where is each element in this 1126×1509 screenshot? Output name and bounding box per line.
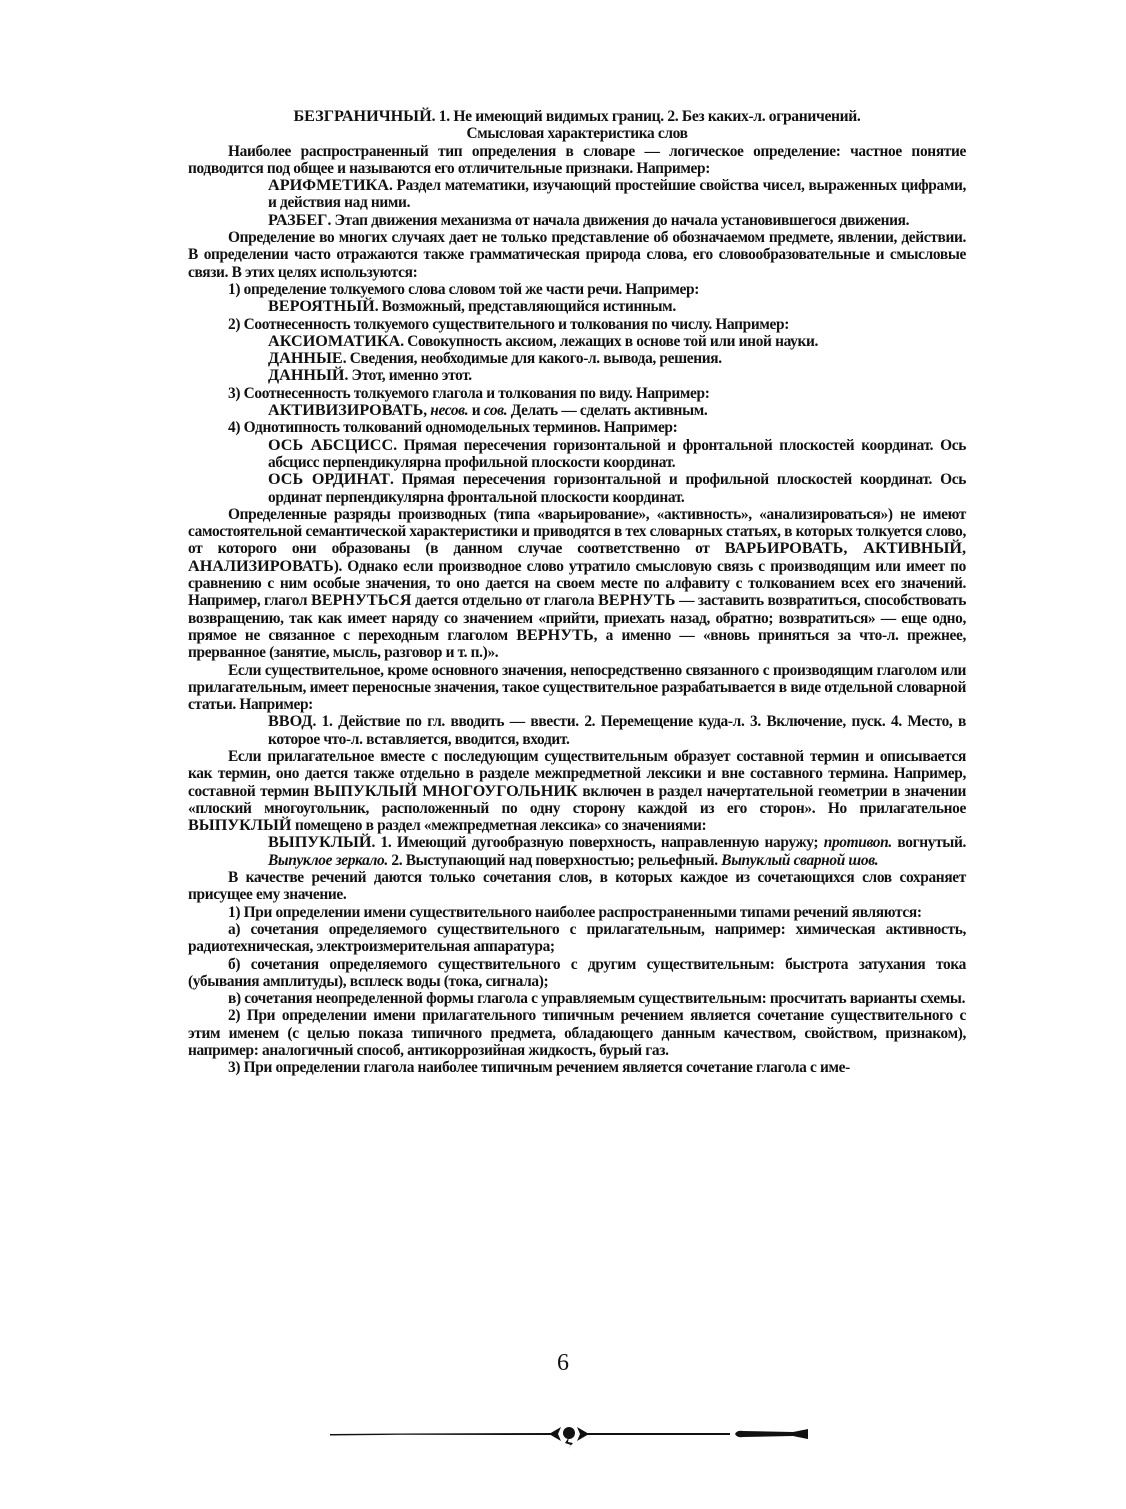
dictionary-entry (188, 177, 966, 212)
page-number: 6 (557, 1350, 569, 1376)
dictionary-entry-bezgranichnyi (188, 108, 966, 125)
usage-example: Выпуклый сварной шов. (721, 851, 879, 869)
text: 2. Выступающий над поверхностью; рельефный. (387, 851, 722, 869)
headword: АРИФМЕТИКА (268, 176, 389, 195)
dictionary-entry (188, 212, 966, 229)
headword: ОСЬ ОРДИНАТ (268, 470, 390, 489)
headword-reference: ВЫПУКЛЫЙ (188, 816, 292, 835)
text: дается отдельно от глагола (411, 592, 598, 610)
headword: АКСИОМАТИКА (268, 331, 401, 350)
text: и (468, 402, 484, 420)
text: . 1. Имеющий дугообразную поверхность, направленную наружу; (371, 834, 824, 852)
headword: ОСЬ АБСЦИСС (268, 435, 394, 454)
definition: . Совокупность аксиом, лежащих в основе той или иной науки. (400, 332, 819, 350)
grammar-label: противоп. (823, 834, 892, 852)
rule-right-line (583, 1433, 730, 1435)
dictionary-entry (188, 367, 966, 384)
headword-reference: ВАРЬИРОВАТЬ, АКТИВНЫЙ, АНАЛИЗИРОВАТЬ (188, 539, 967, 575)
text: Определенные разряды производных (типа «варьирование», «активность», «анализироваться») не имеют самостоятельной семантической характеристики и приводятся в тех словарных статьях, в которых толкуется слово, от которого они образованы (в данном случае соответственно от (188, 505, 966, 558)
text: . 2. Перемещение куда-л. 3. Включение, пуск. 4. Место, в которое что-л. вставляется, вводится, входит. (268, 713, 966, 748)
definition: Делать — сделать активным. (507, 402, 708, 420)
antonym: вогнутый (891, 834, 963, 852)
text: . (962, 834, 966, 852)
definition: . Сведения, необходимые для какого-л. вывода, решения. (342, 350, 722, 368)
headword: ВЕРОЯТНЫЙ (268, 297, 375, 316)
paragraph: в) сочетания неопределенной формы глагола с управляемым существительным: просчитать варианты схемы. (228, 990, 966, 1008)
dictionary-entry (188, 437, 966, 472)
definition: . Возможный, представляющийся истинным. (374, 298, 676, 316)
paragraph: а) сочетания определяемого существительного с прилагательным, например: химическая активность, радиотехническая, электроизмерительная аппаратура; (188, 920, 966, 956)
definition: . Прямая пересечения горизонтальной и профильной плоскостей координат. Ось ординат перпендикулярна фронтальной плоскости координат. (268, 471, 966, 506)
decorative-rule-icon (325, 1405, 815, 1455)
dictionary-entry (188, 402, 966, 419)
definition: . 1. Не имеющий видимых границ. 2. Без каких-л. ограничений. (431, 108, 861, 125)
headword: ДАННЫЕ (268, 349, 343, 368)
page-body (188, 108, 966, 1077)
dictionary-entry (188, 350, 966, 367)
grammar-label: сов. (483, 402, 508, 420)
paragraph: 2) При определении имени прилагательного типичным речением является сочетание существительного с этим именем (с целью показа типичного предмета, обладающего данным качеством, свойством, признаком), например: аналогичный способ, антикоррозийная жидкость, бурый газ. (188, 1007, 966, 1060)
fleuron-icon (563, 1427, 575, 1439)
list-item-label: 2) Соотнесенность толкуемого существительного и толкования по числу. Например: (228, 315, 789, 333)
list-item-label: 4) Однотипность толкований одномодельных терминов. Например: (228, 419, 678, 437)
section-heading: Смысловая характеристика слов (466, 125, 688, 143)
definition: . Прямая пересечения горизонтальной и фронтальной плоскостей координат. Ось абсцисс перпендикулярна профильной плоскости координат. (268, 436, 966, 471)
paragraph (188, 748, 966, 834)
text: Если прилагательное вместе с последующим существительным образует составной термин и описывается как термин, оно дается также отдельно в разделе межпредметной лексики и вне составного термина. Например, составной термин (188, 747, 966, 800)
dictionary-entry (188, 298, 966, 315)
dictionary-entry (188, 471, 966, 506)
headword: ВВОД (268, 712, 313, 731)
headword-reference: ВЕРНУТЬСЯ (310, 591, 412, 610)
paragraph: 3) При определении глагола наиболее типичным речением является сочетание глагола с име- (228, 1059, 850, 1077)
definition: . Этап движения механизма от начала движения до начала установившегося движения. (327, 211, 910, 229)
paragraph: Определение во многих случаях дает не только представление об обозначаемом предмете, явлении, действии. В определении часто отражаются также грамматическая природа слова, его словообразовательные и смысловые связи. В этих целях используются: (188, 229, 966, 281)
dictionary-entry (188, 834, 966, 869)
verb-forms: вводить — ввести (450, 713, 576, 731)
text: — заставить возвратиться, способствовать возвращению, так как имеет наряду со значением «прийти, приехать назад, обратно; возвратиться» — еще одно, прямое не связанное с переходным глаголом (188, 592, 967, 644)
rule-left-line (330, 1433, 555, 1436)
text: помещено в раздел «межпредметная лексика» со значениями: (291, 817, 707, 835)
text: ). Однако если производное слово утратило смысловую связь с производящим или имеет по сравнению с ним особые значения, то оно дается на своем месте по алфавиту с толкованием всех его значений. Например, глагол (188, 557, 966, 610)
definition: . Этот, именно этот. (344, 367, 472, 385)
headword: РАЗБЕГ (268, 210, 328, 229)
paragraph (188, 506, 966, 662)
headword-reference: ВЫПУКЛЫЙ МНОГОУГОЛЬНИК (313, 781, 578, 800)
paragraph: Если существительное, кроме основного значения, непосредственно связанного с производящим глаголом или прилагательным, имеет переносные значения, такое существительное разрабатывается в виде отдельной словарной статьи. Например: (188, 661, 966, 714)
headword: ДАННЫЙ (268, 366, 345, 385)
rule-left-spur (549, 1427, 561, 1441)
list-item-label: 3) Соотнесенность толкуемого глагола и толкования по виду. Например: (228, 384, 710, 402)
paragraph: б) сочетания определяемого существительного с другим существительным: быстрота затухания тока (убывания амплитуды), всплеск воды (тока, сигнала); (188, 955, 966, 990)
dictionary-entry (188, 713, 966, 748)
usage-example: Выпуклое зеркало. (268, 851, 388, 869)
paragraph: Наиболее распространенный тип определения в словаре — логическое определение: частное понятие подводится под общее и называются его отличительные признаки. Например: (188, 142, 966, 177)
paragraph: 1) При определении имени существительного наиболее распространенными типами речений являются: (228, 903, 922, 921)
list-item-label: 1) определение толкуемого слова словом той же части речи. Например: (228, 280, 700, 298)
headword-reference: ВЕРНУТЬ (597, 591, 676, 610)
text: , (423, 402, 431, 420)
text: , а именно — «вновь приняться за что-л. прежнее, прерванное (занятие, мысль, разговор и т. п.)». (188, 626, 966, 662)
headword-reference: ВЕРНУТЬ (516, 625, 594, 644)
paragraph: В качестве речений даются только сочетания слов, в которых каждое из сочетающихся слов сохраняет присущее ему значение. (188, 869, 966, 904)
headword: БЕЗГРАНИЧНЫЙ (293, 107, 432, 125)
dictionary-entry (188, 333, 966, 350)
rule-right-flourish (735, 1429, 808, 1439)
grammar-label: несов. (430, 402, 469, 420)
text: включен в раздел начертательной геометрии в значении «плоский многоугольник, расположенный по одну сторону каждой из его сторон». Но прилагательное (188, 782, 966, 817)
headword: АКТИВИЗИРОВАТЬ (268, 401, 424, 420)
headword: ВЫПУКЛЫЙ (268, 833, 372, 852)
text: . 1. Действие по гл. (312, 713, 451, 731)
definition: . Раздел математики, изучающий простейшие свойства чисел, выраженных цифрами, и действия над ними. (268, 177, 966, 212)
